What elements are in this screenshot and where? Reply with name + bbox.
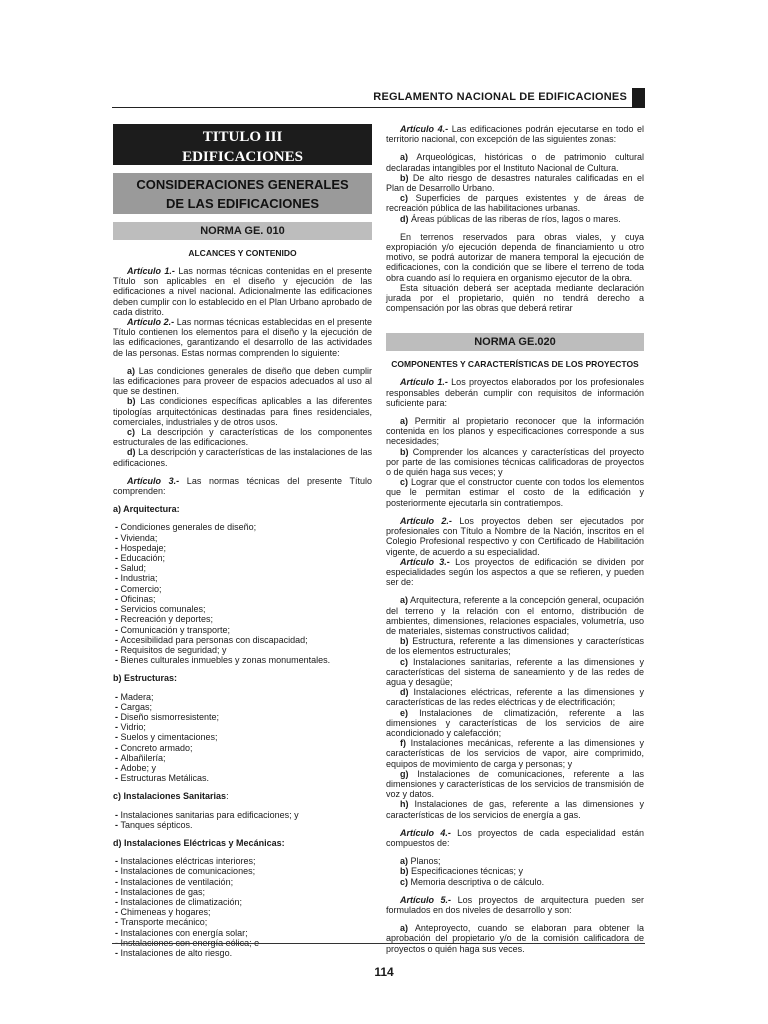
a4-item-c: c) Superficies de parques existentes y de áreas de recreación pública de las habilitaciones urbanas. (386, 193, 644, 214)
list-item: - Comercio; (115, 583, 162, 594)
b3-item-c: c) Instalaciones sanitarias, referente a las dimensiones y características del sistema de saneamiento y de las redes de agua y desagüe; (386, 656, 644, 687)
b3-item-d: d) Instalaciones eléctricas, referente a las dimensiones y características de las redes eléctricas y de electrificación; (386, 687, 644, 708)
list-item: - Oficinas; (115, 593, 156, 604)
norma-ge020-bar: NORMA GE.020 (386, 333, 644, 351)
b3-item-h: h) Instalaciones de gas, referente a las dimensiones y características de los servicios de energía a gas. (386, 799, 644, 820)
list-item: - Vidrio; (115, 722, 146, 733)
b5-item-a: a) Anteproyecto, cuando se elaboran para obtener la aprobación del propietario y/o de la comisión calificadora de proyectos o quién haga sus veces. (386, 923, 644, 954)
list-item: - Accesibilidad para personas con discapacidad; (115, 634, 308, 645)
list-item: - Adobe; y (115, 762, 157, 773)
header-title: REGLAMENTO NACIONAL DE EDIFICACIONES (373, 91, 627, 103)
b1-item-c: c) Lograr que el constructor cuente con todos los elementos que le permitan estimar el costo de la edificación y posteriormente ejecutarla sin contratiempos. (386, 477, 644, 508)
parrafo-situacion: Esta situación deberá ser aceptada mediante declaración jurada por el propietario, quién no tendrá derecho a compensación por las obras que deberá retirar (386, 282, 644, 314)
a2-item-c: c) La descripción y características de los componentes estructurales de las edificaciones. (113, 427, 372, 448)
list-item: - Instalaciones de comunicaciones; (115, 866, 256, 877)
list-item: - Tanques sépticos. (115, 819, 193, 830)
b4-item-a: a) Planos; (400, 856, 441, 867)
b1-item-a: a) Permitir al propietario reconocer que la información contenida en los planos y especificaciones corresponde a sus necesidades; (386, 416, 644, 447)
b1-item-b: b) Comprender los alcances y características del proyecto por parte de las comisiones técnicas calificadoras de proyectos o de quién haga sus veces; y (386, 446, 644, 478)
ge020-articulo-2: Artículo 2.- Los proyectos deben ser ejecutados por profesionales con Título a Nombre de la Nación, inscritos en el Colegio Profesional respectivo y con Certificado de Habilitación vigente, de acuerdo a su especialidad. (386, 515, 644, 557)
list-item: - Madera; (115, 691, 154, 702)
list-item: - Instalaciones de alto riesgo. (115, 947, 233, 958)
estructuras-heading: b) Estructuras: (113, 673, 178, 684)
list-item: - Servicios comunales; (115, 604, 206, 615)
list-item: - Comunicación y transporte; (115, 624, 231, 635)
list-item: - Instalaciones de climatización; (115, 896, 243, 907)
list-item: - Estructuras Metálicas. (115, 773, 210, 784)
articulo-2: Artículo 2.- Las normas técnicas establecidas en el presente Título contienen los elementos para el diseño y la ejecución de las edificaciones, garantizando el desarrollo de las actividades de las personas. Estas normas comprenden lo siguiente: (113, 317, 372, 358)
list-item: - Industria; (115, 573, 158, 584)
ge020-articulo-1: Artículo 1.- Los proyectos elaborados por los profesionales responsables deberán cumplir con requisitos de información suficiente para: (386, 377, 644, 408)
norma-ge010-bar: NORMA GE. 010 (113, 222, 372, 240)
left-column (113, 124, 372, 958)
arquitectura-list (113, 522, 372, 665)
list-item: - Instalaciones sanitarias para edificaciones; y (115, 809, 299, 820)
b3-item-a: a) Arquitectura, referente a la concepción general, ocupación del terreno y la relación con el entorno, distribución de ambientes, dimensiones, relaciones espaciales, volumetría, uso de materiales, sistemas constructivos calidad; (386, 595, 644, 636)
list-item: - Salud; (115, 563, 147, 574)
list-item: - Albañilería; (115, 752, 166, 763)
list-item: - Recreación y deportes; (115, 614, 214, 625)
electricas-heading: d) Instalaciones Eléctricas y Mecánicas: (113, 837, 285, 848)
titulo-line-1: TITULO III (202, 129, 283, 145)
list-item: - Hospedaje; (115, 542, 167, 553)
list-item: - Requisitos de seguridad; y (115, 644, 227, 655)
a4-item-b: b) De alto riesgo de desastres naturales calificadas en el Plan de Desarrollo Urbano. (386, 172, 644, 194)
componentes-heading: COMPONENTES Y CARACTERÍSTICAS DE LOS PROYECTOS (391, 359, 639, 370)
parrafo-terrenos: En terrenos reservados para obras viales, y cuya expropiación y/o ejecución dependa de financiamiento u otro motivo, se podrá autorizar de manera temporal la ejecución de edificaciones, con la condición que se libere el terreno de toda obra cuando así lo requiera en organismo ejecutor de la obra. (386, 231, 644, 283)
list-item: - Transporte mecánico; (115, 917, 208, 928)
list-item: - Educación; (115, 553, 166, 564)
list-item: - Condiciones generales de diseño; (115, 522, 257, 533)
b3-item-f: f) Instalaciones mecánicas, referente a las dimensiones y características de los servicios de vapor, aire comprimido, equipos de movimiento de carga y personas; y (386, 738, 644, 769)
running-header (112, 88, 645, 108)
a2-item-d: d) La descripción y características de las instalaciones de las edificaciones. (113, 447, 372, 468)
a2-item-b: b) Las condiciones específicas aplicables a las diferentes tipologías arquitectónicas destinadas para fines residenciales, comerciales, industriales y de otros usos. (113, 396, 372, 427)
list-item: - Vivienda; (115, 532, 158, 543)
consid-line-1: CONSIDERACIONES GENERALES (136, 177, 349, 192)
list-item: - Bienes culturales inmuebles y zonas monumentales. (115, 655, 331, 666)
a4-item-d: d) Áreas públicas de las riberas de ríos, lagos o mares. (400, 213, 621, 224)
list-item: - Concreto armado; (115, 742, 193, 753)
list-item: - Instalaciones de ventilación; (115, 876, 234, 887)
ge020-articulo-4: Artículo 4.- Los proyectos de cada especialidad están compuestos de: (386, 827, 644, 848)
articulo-1: Artículo 1.- Las normas técnicas contenidas en el presente Título son aplicables en el diseño y ejecución de las edificaciones a nivel nacional. Adicionalmente las edificaciones deben cumplir con lo establecido en el Plan Urbano aprobado de cada distrito. (113, 266, 372, 317)
list-item: - Cargas; (115, 701, 153, 712)
header-block (632, 88, 645, 108)
list-item: - Suelos y cimentaciones; (115, 732, 218, 743)
a4-item-a: a) Arqueológicas, históricas o de patrimonio cultural declaradas intangibles por el Instituto Nacional de Cultura. (386, 152, 644, 173)
list-item: - Instalaciones de gas; (115, 886, 206, 897)
titulo-banner (113, 124, 372, 165)
arquitectura-heading: a) Arquitectura: (113, 504, 180, 515)
footer-rule (112, 943, 645, 944)
list-item: - Instalaciones con energía solar; (115, 927, 248, 938)
articulo-3: Artículo 3.- Las normas técnicas del presente Título comprenden: (113, 475, 372, 497)
sanitarias-list (113, 810, 372, 830)
list-item: - Instalaciones con energía eólica; e (115, 937, 260, 948)
alcances-heading: ALCANCES Y CONTENIDO (188, 248, 297, 258)
consid-line-2: DE LAS EDIFICACIONES (165, 196, 320, 211)
b4-item-b: b) Especificaciones técnicas; y (400, 866, 524, 877)
page-number: 114 (374, 965, 394, 979)
right-column (386, 124, 644, 954)
ge020-articulo-5: Artículo 5.- Los proyectos de arquitectura pueden ser formulados en dos niveles de desarrollo y son: (386, 894, 644, 915)
titulo-line-2: EDIFICACIONES (182, 149, 303, 165)
list-item: - Diseño sismorresistente; (115, 711, 220, 722)
estructuras-list (113, 692, 372, 784)
list-item: - Instalaciones eléctricas interiores; (115, 856, 256, 867)
sanitarias-heading: c) Instalaciones Sanitarias: (113, 791, 229, 802)
a2-item-a: a) Las condiciones generales de diseño que deben cumplir las edificaciones para proveer de espacios adecuados al uso al que se destinen. (113, 365, 372, 397)
consideraciones-banner (113, 173, 372, 214)
list-item: - Chimeneas y hogares; (115, 907, 211, 918)
b3-item-e: e) Instalaciones de climatización, referente a las dimensiones y características de los servicios de aire acondicionado y calefacción; (386, 707, 644, 738)
b3-item-g: g) Instalaciones de comunicaciones, referente a las dimensiones y características de los servicios de transmisión de voz y datos. (386, 768, 644, 800)
ge020-articulo-3: Artículo 3.- Los proyectos de edificación se dividen por especialidades según los aspectos a que se refieren, y pueden ser de: (386, 556, 644, 588)
b3-item-b: b) Estructura, referente a las dimensiones y características de los elementos estructurales; (386, 636, 644, 657)
articulo-4: Artículo 4.- Las edificaciones podrán ejecutarse en todo el territorio nacional, con excepción de las siguientes zonas: (386, 124, 644, 145)
b4-item-c: c) Memoria descriptiva o de cálculo. (400, 876, 545, 887)
